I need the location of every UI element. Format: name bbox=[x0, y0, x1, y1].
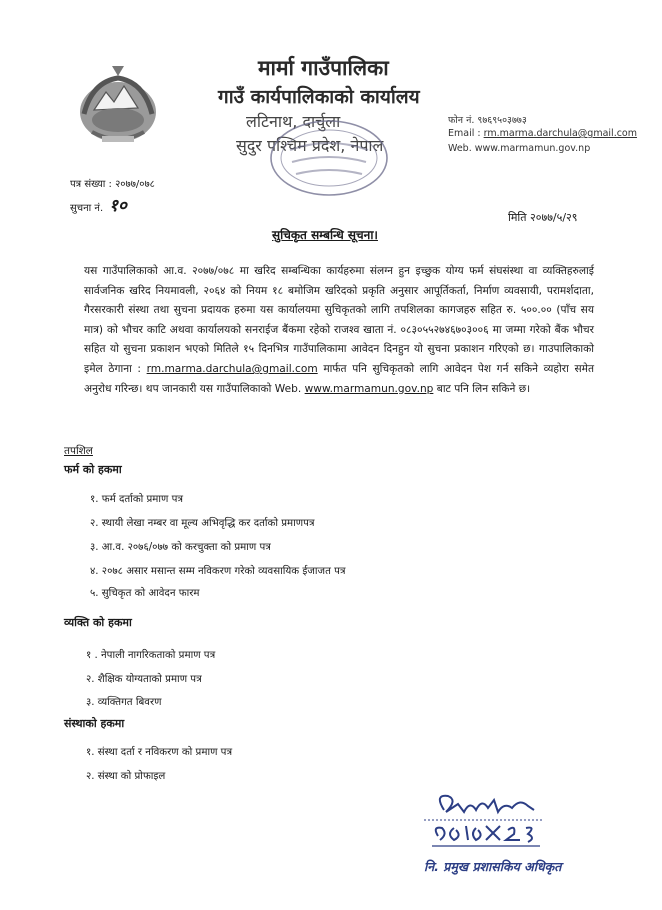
list-item: ३. आ.व. २०७६/०७७ को करचुक्ता को प्रमाण पत्र bbox=[90, 542, 271, 553]
body-email-link[interactable]: rm.marma.darchula@gmail.com bbox=[146, 362, 318, 375]
list-item: ३. व्यक्तिगत बिवरण bbox=[86, 697, 162, 708]
email-line bbox=[448, 128, 637, 139]
web-line bbox=[448, 143, 590, 154]
office-seal-stamp bbox=[268, 118, 390, 198]
body-part-1: यस गाउँपालिकाको आ.व. २०७७/०७८ मा खरिद सम्बन्धिका कार्यहरुमा संलग्न हुन इच्छुक योग्य फर्म संघसंस्था वा व्यक्तिहरुलाई सार्वजनिक खरिद नियमावली, २०६४ को नियम १८ बमोजिम खरिदको प्रकृति अनुसार आपूर्तिकर्ता, निर्माण व्यवसायी, परामर्शदाता, गैरसरकारी संस्था तथा सुचना प्रदायक हरुमा यस कार्यालयमा सुचिकृतको लागि तपशिलका कागजहरु सहित रु. ५००.०० (पाँच सय मात्र) को भौचर काटि अथवा कार्यालयको सनराईज बैंकमा रहेको राजश्व खाता नं. ०८३०५५२७४६७०३००६ मा जम्मा गरेको बैंक भौचर सहित यो सुचना प्रकाशन भएको मितिले १५ दिनभित्र गाउँपालिकामा आवेदन दिनहुन यो सुचना प्रकाशन गरिएको छ। गाउपालिकाको इमेल ठेगाना : bbox=[84, 265, 594, 375]
office-name: गाउँ कार्यपालिकाको कार्यालय bbox=[218, 86, 420, 108]
notice-number bbox=[70, 193, 127, 216]
phone-number: फोन नं. ९७६९५०३७७३ bbox=[448, 115, 527, 126]
section-heading-organization: संस्थाको हकमा bbox=[64, 717, 125, 730]
letter-subject: सुचिकृत सम्बन्धि सूचना। bbox=[272, 228, 378, 242]
body-part-2: मार्फत पनि सुचिकृतको लागि आवेदन पेश गर्न सकिने व्यहोरा समेत अनुरोध गरिन्छ। थप जानकारी यस गाउँपालिकाको Web. bbox=[84, 362, 595, 395]
email-label: Email : bbox=[448, 128, 481, 139]
list-item: २. संस्था को प्रोफाइल bbox=[86, 771, 166, 782]
nepal-emblem-icon bbox=[72, 62, 164, 150]
signature-icon bbox=[424, 790, 564, 852]
office-location: लटिनाथ, दार्चुला bbox=[246, 112, 341, 131]
list-item: २. स्थायी लेखा नम्बर वा मूल्य अभिवृद्धि कर दर्ताको प्रमाणपत्र bbox=[90, 518, 315, 529]
letter-date: मिति २०७७/५/२९ bbox=[508, 211, 578, 224]
list-item: १. फर्म दर्ताको प्रमाण पत्र bbox=[90, 494, 184, 505]
web-link[interactable]: www.marmamun.gov.np bbox=[474, 143, 591, 154]
list-item: ४. २०७८ असार मसान्त सम्म नविकरण गरेको व्यवसायिक ईजाजत पत्र bbox=[90, 566, 346, 577]
list-item: १. संस्था दर्ता र नविकरण को प्रमाण पत्र bbox=[86, 747, 233, 758]
signatory-title: नि. प्रमुख प्रशासकिय अधिकृत bbox=[424, 859, 562, 874]
office-province: सुदुर पश्चिम प्रदेश, नेपाल bbox=[236, 136, 384, 155]
body-web-link[interactable]: www.marmamun.gov.np bbox=[304, 382, 434, 395]
list-item: १ . नेपाली नागरिकताको प्रमाण पत्र bbox=[86, 650, 216, 661]
letter-number: पत्र संख्या : २०७७/०७८ bbox=[70, 179, 155, 190]
notice-number-value: १० bbox=[109, 196, 127, 216]
body-part-3: बाट पनि लिन सकिने छ। bbox=[436, 382, 531, 395]
section-heading-individual: व्यक्ति को हकमा bbox=[64, 616, 132, 629]
web-label: Web. bbox=[448, 143, 472, 154]
email-link[interactable]: rm.marma.darchula@gmail.com bbox=[483, 128, 638, 139]
notice-body bbox=[84, 262, 594, 399]
notice-number-label: सुचना नं. bbox=[70, 203, 104, 214]
section-heading-firm: फर्म को हकमा bbox=[64, 463, 122, 476]
list-item: २. शैक्षिक योग्यताको प्रमाण पत्र bbox=[86, 674, 202, 685]
tapsil-heading: तपशिल bbox=[64, 445, 93, 457]
org-name: मार्मा गाउँपालिका bbox=[258, 56, 389, 80]
list-item: ५. सुचिकृत को आवेदन फारम bbox=[90, 588, 200, 599]
